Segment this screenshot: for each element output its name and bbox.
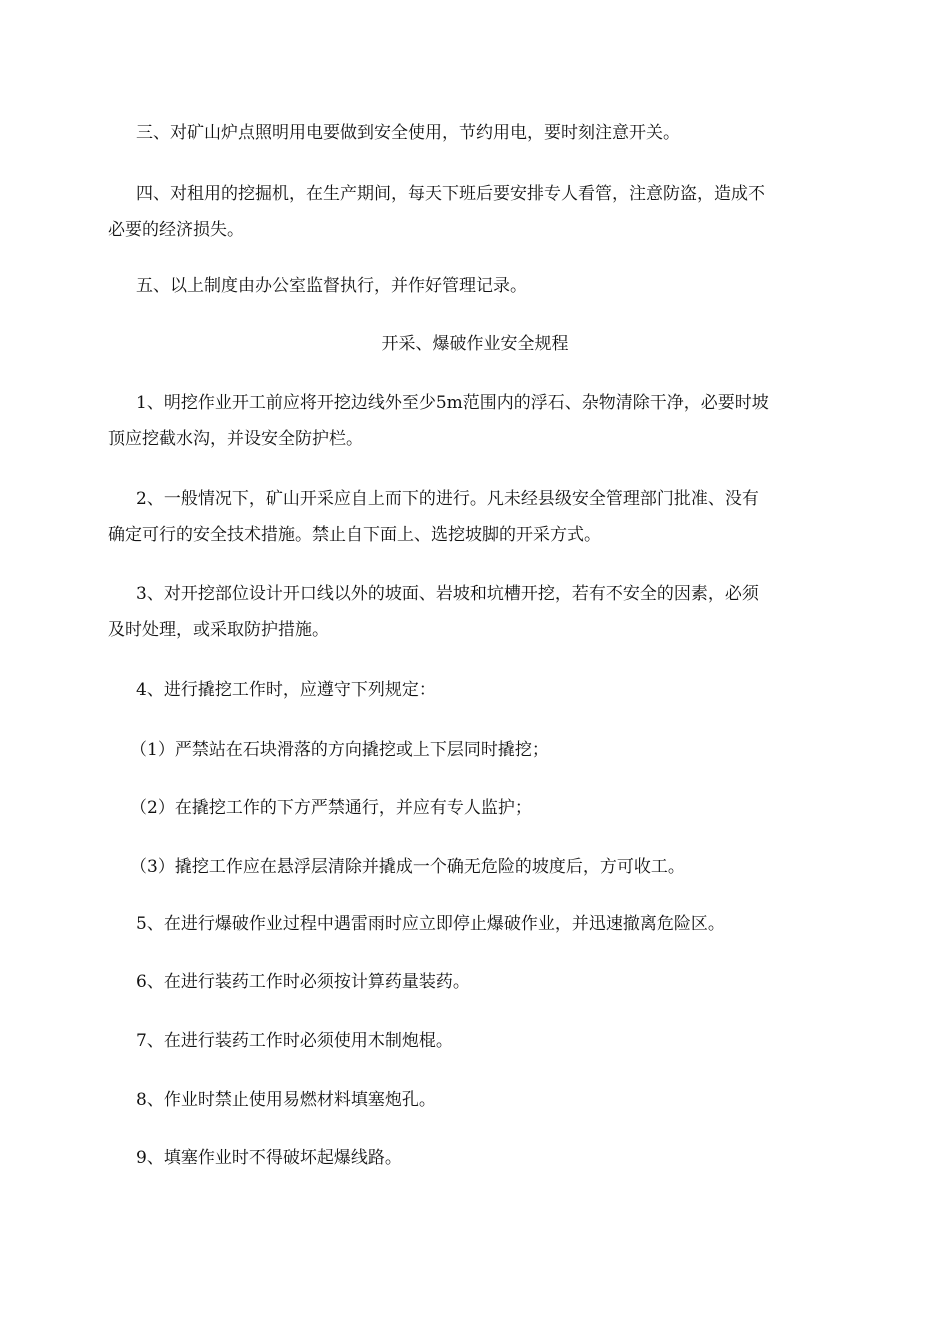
rule-sub-item-3 [130,849,840,885]
paragraph-line: 6、在进行装药工作时必须按计算药量装药。 [136,972,470,992]
paragraph-line: 及时处理，或采取防护措施。 [108,620,329,640]
paragraph-line: 三、对矿山炉点照明用电要做到安全使用，节约用电，要时刻注意开关。 [136,123,680,143]
rule-sub-item-1 [130,732,840,768]
paragraph-line: 五、以上制度由办公室监督执行，并作好管理记录。 [136,276,527,296]
paragraph-line: 必要的经济损失。 [108,220,244,240]
paragraph-line: 3、对开挖部位设计开口线以外的坡面、岩坡和坑槽开挖，若有不安全的因素，必须 [136,584,759,604]
paragraph-line: 四、对租用的挖掘机，在生产期间，每天下班后要安排专人看管，注意防盗，造成不 [136,184,765,204]
rule-item-8 [136,1082,846,1118]
paragraph-line: 9、填塞作业时不得破坏起爆线路。 [136,1148,402,1168]
paragraph-rule-four [108,176,846,248]
rule-item-3 [108,576,846,648]
rule-item-4 [136,672,846,708]
paragraph-line: （1）严禁站在石块滑落的方向撬挖或上下层同时撬挖； [130,740,549,760]
paragraph-line: （2）在撬挖工作的下方严禁通行，并应有专人监护； [130,798,532,818]
paragraph-line: 1、明挖作业开工前应将开挖边线外至少5m范围内的浮石、杂物清除干净，必要时坡 [136,393,769,413]
paragraph-line: （3）撬挖工作应在悬浮层清除并撬成一个确无危险的坡度后，方可收工。 [130,857,685,877]
rule-sub-item-2 [130,790,840,826]
section-title: 开采、爆破作业安全规程 [381,334,569,354]
rule-item-1 [108,385,846,457]
paragraph-rule-five [136,268,846,304]
paragraph-rule-three [136,115,846,151]
rule-item-5 [136,906,846,942]
rule-item-9 [136,1140,846,1176]
paragraph-line: 4、进行撬挖工作时，应遵守下列规定： [136,680,436,700]
paragraph-line: 7、在进行装药工作时必须使用木制炮棍。 [136,1031,453,1051]
rule-item-6 [136,964,846,1000]
paragraph-line: 顶应挖截水沟，并设安全防护栏。 [108,429,363,449]
paragraph-line: 5、在进行爆破作业过程中遇雷雨时应立即停止爆破作业，并迅速撤离危险区。 [136,914,725,934]
paragraph-line: 确定可行的安全技术措施。禁止自下面上、选挖坡脚的开采方式。 [108,525,601,545]
rule-item-2 [108,481,846,553]
paragraph-line: 8、作业时禁止使用易燃材料填塞炮孔。 [136,1090,436,1110]
paragraph-line: 2、一般情况下，矿山开采应自上而下的进行。凡未经县级安全管理部门批准、没有 [136,489,759,509]
rule-item-7 [136,1023,846,1059]
